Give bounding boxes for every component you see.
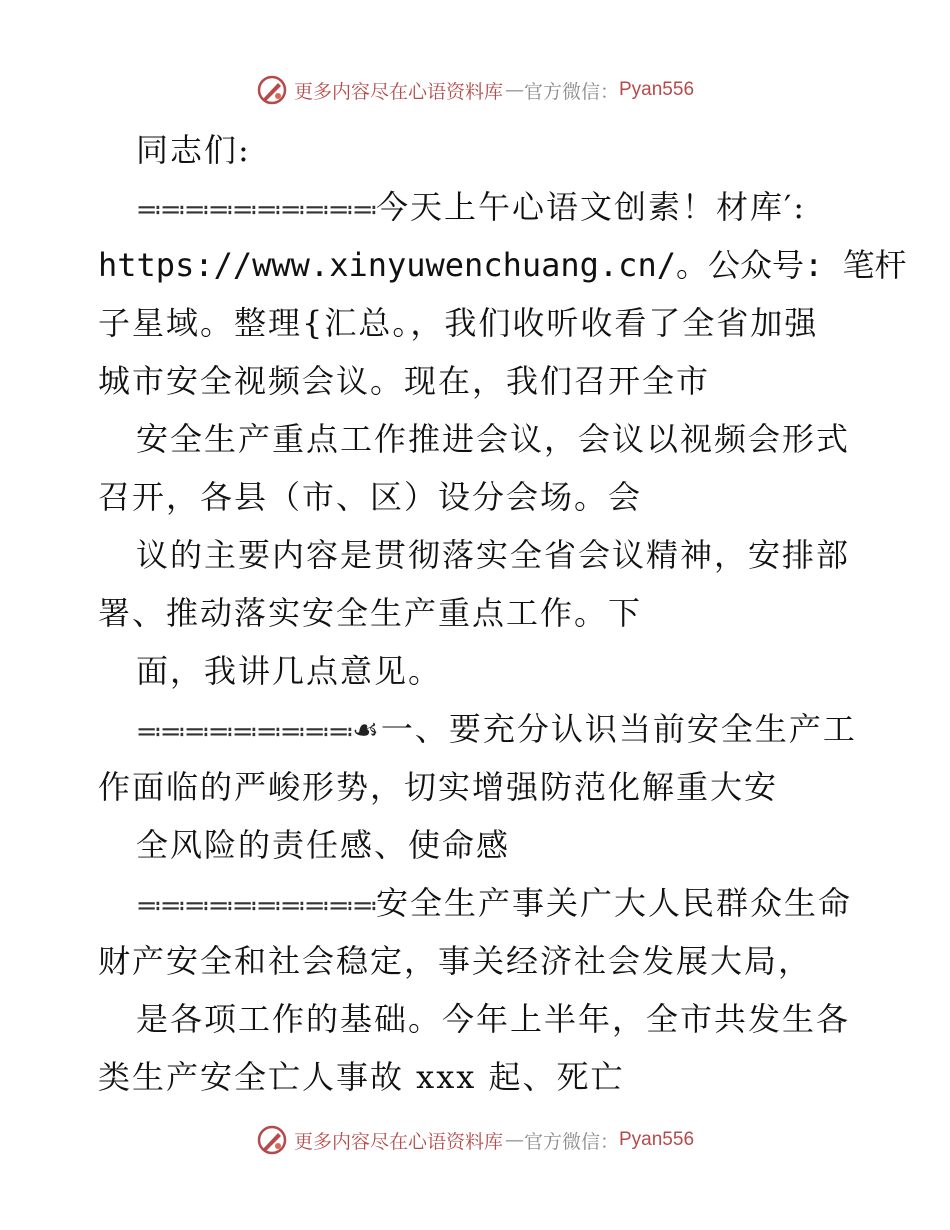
salutation-line: 同志们: — [136, 131, 251, 169]
banner-official-label: 官方微信： — [523, 1130, 619, 1153]
paragraph-line: 安全生产重点工作推进会议，会议以视频会形式 — [136, 420, 851, 458]
swirl-ornament-icon: ☙ — [352, 713, 381, 748]
paragraph-line: 署、推动落实安全生产重点工作。下 — [98, 594, 643, 632]
paragraph-line: 城市安全视频会议。现在，我们召开全市 — [98, 362, 711, 400]
dash-leader: ≕≕≕≕≕≕≕≕≕≕ — [136, 195, 376, 225]
paragraph-line: 子星域。整理{汇总。，我们收听收看了全省加强 — [98, 304, 819, 342]
banner-wechat-id: Pyan556 — [619, 1129, 695, 1150]
section-heading-line: 全风险的责任感、使命感 — [136, 826, 511, 864]
section-heading-line: ≕≕≕≕≕≕≕≕≕☙一、要充分认识当前安全生产工 — [136, 710, 857, 748]
banner-separator: — — [504, 1129, 522, 1151]
paragraph-line: 是各项工作的基础。今年上半年，全市共发生各 — [136, 1000, 851, 1038]
paragraph-line: 类生产安全亡人事故 xxx 起、死亡 — [98, 1058, 625, 1096]
red-pen-seal-icon — [256, 1124, 288, 1156]
banner-wechat-id: Pyan556 — [619, 79, 695, 100]
dash-leader: ≕≕≕≕≕≕≕≕≕≕ — [136, 891, 376, 921]
paragraph-line: 议的主要内容是贯彻落实全省会议精神，安排部 — [136, 536, 851, 574]
header-watermark-banner — [0, 73, 950, 107]
paragraph-line: 面，我讲几点意见。 — [136, 652, 443, 690]
red-pen-seal-icon — [256, 74, 288, 106]
paragraph-line: ≕≕≕≕≕≕≕≕≕≕今天上午心语文创素！材库′: — [136, 188, 807, 226]
banner-separator: — — [504, 79, 522, 101]
paragraph-line: 召开，各县（市、区）设分会场。会 — [98, 478, 643, 516]
banner-main-text: 更多内容尽在心语资料库 — [293, 80, 503, 103]
dash-leader: ≕≕≕≕≕≕≕≕≕ — [136, 717, 352, 747]
paragraph-line: ≕≕≕≕≕≕≕≕≕≕安全生产事关广大人民群众生命 — [136, 884, 853, 922]
footer-watermark-banner — [0, 1123, 950, 1157]
banner-main-text: 更多内容尽在心语资料库 — [293, 1130, 503, 1153]
paragraph-line: 财产安全和社会稳定，事关经济社会发展大局， — [98, 942, 813, 980]
paragraph-line: https://www.xinyuwenchuang.cn/。公众号: 笔杆 — [98, 246, 907, 284]
section-heading-line: 作面临的严峻形势，切实增强防范化解重大安 — [98, 768, 779, 806]
banner-official-label: 官方微信： — [523, 80, 619, 103]
